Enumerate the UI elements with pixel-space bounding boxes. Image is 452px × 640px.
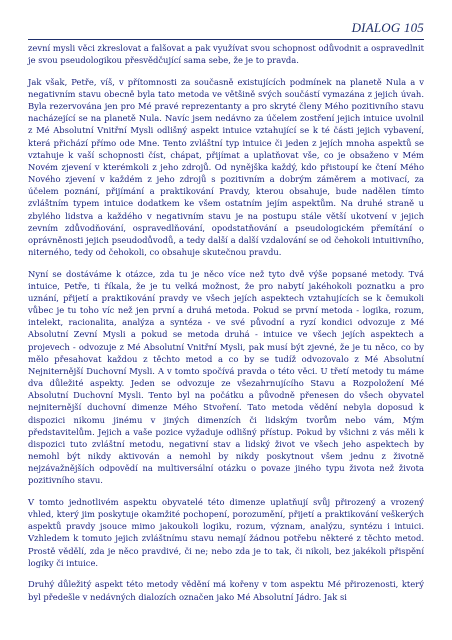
paragraph-3: Nyní se dostáváme k otázce, zda tu je něco více než tyto dvě výše popsané metody. Tvá intuice, Petře, ti říkala, že je tu velká možnost, že pro nabytí jakéhokoli poznatku a pro uznání, přijetí a praktikování pravdy ve všech jejích aspektech vztahujících se k čemukoli vůbec je tu toho víc než jen první a druhá metoda. Pokud se první metoda - logika, rozum, intelekt, racionalita, analýza a syntéza - ve své původní a ryzí kondici odvozuje z Mé Absolutní Zevní Mysli a pokud se metoda druhá - intuice ve všech jejích aspektech a projevech - odvozuje z Mé Absolutní Vnitřní Mysli, pak musí být zjevné, že je tu něco, co by mělo přesahovat každou z těchto metod a co by se tudíž odvozovalo z Mé Absolutní Nejniternější Duchovní Mysli. A v tomto spočívá pravda o této věci. U třetí metody tu máme dva důležité aspekty. Jeden se odvozuje ze všezahrnujícího Stavu a Rozpoložení Mé Absolutní Duchovní Mysli. Tento byl na počátku a původně přenesen do všech obyvatel nejniternější duchovní dimenze Mého Stvoření. Tato metoda vědění nebyla doposud k dispozici nikomu jinému v jiných dimenzích či lidským tvorům nebo vám, Mým představitelům. Jejich a vaše pozice vyžaduje odlišný přístup. Pokud by všichni z vás měli k dispozici tuto zvláštní metodu, negativní stav a lidský život ve všech jeho aspektech by nemohl být nikdy aktivován a nemohl by nikdy poskytnout všem jednu z životně nejzávažnějších odpovědí na multiversální otázku o povaze jiného typu života než života pozitivního stavu. [28,268,424,486]
paragraph-2: Jak však, Petře, víš, v přítomnosti za současně existujících podmínek na planetě Nula a v negativním stavu obecně byla tato metoda ve většině svých součástí vymazána z jejich úvah. Byla rezervována jen pro Mé pravé reprezentanty a pro skryté členy Mého pozitivního stavu nacházející se na planetě Nula. Navíc jsem nedávno za účelem zostření jejich intuice uvolnil z Mé Absolutní Vnitřní Mysli odlišný aspekt intuice vztahující se k té části jejich vybavení, která přichází přímo ode Mne. Tento zvláštní typ intuice či jeden z jejích mnoha aspektů se vztahuje k vaší schopnosti číst, chápat, přijímat a uplatňovat vše, co je obsaženo v Mém Novém zjevení v kterémkoli z jeho zdrojů. Od nynějška každý, kdo přistoupí ke čtení Mého Nového zjevení v každém z jeho zdrojů s pozitivním a dobrým záměrem a motivací, za účelem poznání, přijímání a praktikování Pravdy, kterou obsahuje, bude nadělen tímto zvláštním typem intuice dodatkem ke všem ostatním jejím aspektům. Na druhé straně u zbylého lidstva a každého v negativním stavu je na postupu stále větší ukotvení v jejich zevním zdůvodňování, ospravedlňování, opodstatňování a pseudologickém přemítání o oprávněnosti jejich pseudodůvodů, a tedy další a další vzdalování se od čehokoli intuitivního, niterného, tedy od čehokoli, co obsahuje skutečnou pravdu. [28,76,424,257]
running-header: DIALOG 105 [351,20,424,35]
paragraph-1: zevní mysli věci zkreslovat a falšovat a pak využívat svou schopnost odůvodnit a ospravedlnit je svou pseudologikou přesvědčující sama sebe, že je to pravda. [28,43,424,66]
paragraph-5: Druhý důležitý aspekt této metody vědění má kořeny v tom aspektu Mé přirozenosti, který byl předešle v nedávných dialozích označen jako Mé Absolutní Jádro. Jak si [28,579,424,602]
body-text [28,42,424,612]
header-rule [28,39,424,40]
paragraph-4: V tomto jednotlivém aspektu obyvatelé této dimenze uplatňují svůj přirozený a vrozený vhled, který jim poskytuje okamžité pochopení, porozumění, přijetí a praktikování veškerých aspektů pravdy jsouce mimo jakoukoli logiku, rozum, význam, analýzu, syntézu i intuici. Vzhledem k tomuto jejich zvláštnímu stavu nemají žádnou potřebu některé z těchto metod. Prostě vědělí, zda je něco pravdivé, či ne; nebo zda je to tak, či nikoli, bez jakékoli přispění logiky či intuice. [28,496,424,568]
